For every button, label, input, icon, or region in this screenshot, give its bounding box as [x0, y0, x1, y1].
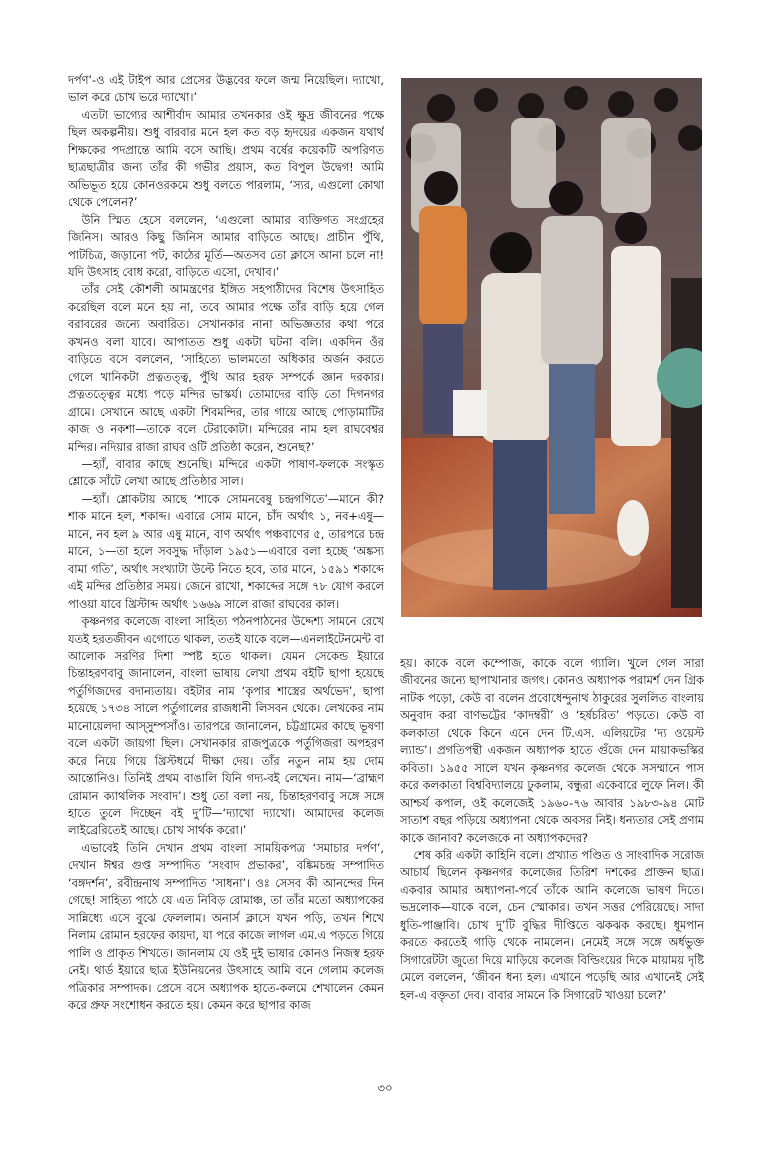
page-number: ৩০	[377, 1081, 393, 1095]
paragraph: তাঁর সেই কৌশলী আমন্ত্রণের ইঙ্গিত সহপাঠীদের বিশেষ উৎসাহিত করেছিল বলে মনে হয় না, তবে আমার পক্ষে তাঁর বাড়ি হয়ে গেল বরাবরের জন্যে অবারিত। সেখানকার নানা অভিজ্ঞতার কথা পরে কখনও বলা যাবে। আপাতত শুধু একটা ঘটনা বলি। একদিন ওঁর বাড়িতে বসে বললেন, ‘সাহিত্যে ভালমতো অধিকার অর্জন করতে গেলে খানিকটা প্রত্নতত্ত্ব, পুঁথি আর হরফ সম্পর্কে জ্ঞান দরকার। প্রত্নতত্ত্বের মধ্যে পড়ে মন্দির ভাস্কর্য। তোমাদের বাড়ি তো দিগনগর গ্রামে। সেখানে আছে একটা শিবমন্দির, তার গায়ে আছে পোড়ামাটির কাজ ও নকশা—তাকে বলে টেরাকোটা। মন্দিরের নাম হল রাঘবেশ্বর মন্দির। নদিয়ার রাজা রাঘব ওটি প্রতিষ্ঠা করেন, শুনেছ?’	[68, 283, 384, 454]
paragraph: —হ্যাঁ, বাবার কাছে শুনেছি। মন্দিরে একটা পাষাণ-ফলকে সংস্কৃত শ্লোকে সাঁটে লেখা আছে প্রতিষ্ঠার সাল।	[68, 457, 384, 489]
paragraph: দর্পণ’-ও এই টাইপ আর প্রেসের উদ্ভবের ফলে জন্ম নিয়েছিল। দ্যাখো, ভাল করে চোখ ভরে দ্যাখো।’	[68, 74, 384, 105]
left-text-column	[68, 72, 384, 1092]
right-text-column	[400, 655, 704, 1015]
paragraph: হয়। কাকে বলে কম্পোজ, কাকে বলে গ্যালি। খুলে গেল সারা জীবনের জন্যে ছাপাখানার জগৎ। কোনও অধ্যাপক পরামর্শ দেন গ্রিক নাটক পড়ো, কেউ বা বলেন প্রবোধেন্দুনাথ ঠাকুরের সুললিত বাংলায় অনুবাদ করা বাণভট্টের ‘কাদম্বরী’ ও ‘হর্ষচরিত’ পড়তে। কেউ বা কলকাতা থেকে কিনে এনে দেন টি.এস. এলিয়টের ‘দ্য ওয়েস্ট ল্যান্ড’। প্রগতিপন্থী একজন অধ্যাপক হাতে গুঁজে দেন মায়াকভস্কির কবিতা। ১৯৫৫ সালে যখন কৃষ্ণনগর কলেজ থেকে সসম্মানে পাস করে কলকাতা বিশ্ববিদ্যালয়ে ঢুকলাম, বন্ধুরা একেবারে লুফে নিল। কী আশ্চর্য কপাল, ওই কলেজেই ১৯৬০-৭৬ আবার ১৯৮৩-৯৪ মোট সাতাশ বছর পড়িয়ে অধ্যাপনা থেকে অবসর নিই। ধন্যতার সেই প্রণাম কাকে জানাব? কলেজকে না অধ্যাপকদের?	[400, 657, 704, 845]
paragraph: এভাবেই তিনি দেখান প্রথম বাংলা সাময়িকপত্র ‘সমাচার দর্পণ’, দেখান ঈশ্বর গুপ্ত সম্পাদিত ‘সংবাদ প্রভাকর’, বঙ্কিমচন্দ্র সম্পাদিত ‘বঙ্গদর্শন’, রবীন্দ্রনাথ সম্পাদিত ‘সাধনা’। ওঃ সেসব কী আনন্দের দিন গেছে! সাহিত্য পাঠে যে এত নিবিড় রোমাঞ্চ, তা তাঁর মতো অধ্যাপকের সান্নিধ্যে এসে বুঝে ফেললাম। অনার্স ক্লাসে যখন পড়ি, তখন শিখে নিলাম রোমান হরফের কায়দা, যা পরে কাজে লাগল এম.এ পড়তে গিয়ে পালি ও প্রাকৃত শিখতে। জানলাম যে ওই দুই ভাষার কোনও নিজস্ব হরফ নেই। থার্ড ইয়ারে ছাত্র ইউনিয়নের উৎসাহে আমি বনে গেলাম কলেজ পত্রিকার সম্পাদক। প্রেসে বসে অধ্যাপক হাতে-কলমে শেখালেন কেমন করে প্রুফ সংশোধন করতে হয়। কেমন করে ছাপার কাজ	[68, 841, 384, 1013]
paragraph: —হ্যাঁ। শ্লোকটায় আছে ‘শাকে সোমনবেষু চন্দ্রগণিতে’—মানে কী? শাক মানে হল, শকাব্দ। এবারে সোম মানে, চাঁদ অর্থাৎ ১, নব+এষু—মানে, নব হল ৯ আর এষু মানে, বাণ অর্থাৎ পঞ্চবাণের ৫, তারপরে চন্দ্র মানে, ১—তা হলে সবসুদ্ধ দাঁড়াল ১৯৫১—এবারে বলা হচ্ছে ‘অঙ্কস্য বামা গতি’, অর্থাৎ সংখ্যাটা উল্টে নিতে হবে, তার মানে, ১৫৯১ শকাব্দে এই মন্দির প্রতিষ্ঠার সময়। জেনে রাখো, শকাব্দের সঙ্গে ৭৮ যোগ করলে পাওয়া যাবে খ্রিস্টাব্দ অর্থাৎ ১৬৬৯ সালে রাজা রাঘবের কাল।	[68, 492, 384, 611]
crowd-photo	[401, 78, 702, 617]
paragraph: এতটা ভাগ্যের আশীর্বাদ আমার তখনকার ওই ক্ষুদ্র জীবনের পক্ষে ছিল অকল্পনীয়। শুধু বারবার মনে হল কত বড় হৃদয়ের একজন যথার্থ শিক্ষকের পদপ্রান্তে আমি বসে আছি। প্রথম বর্ষের কয়েকটি অপরিণত ছাত্রছাত্রীর জন্য তাঁর কী গভীর প্রয়াস, কত বিপুল উদ্বেগ! আমি অভিভূত হয়ে কোনওরকমে শুধু বলতে পারলাম, ‘স্যর, এগুলো কোথা থেকে পেলেন?’	[68, 108, 384, 210]
paragraph: উনি স্মিত হেসে বললেন, ‘এগুলো আমার ব্যক্তিগত সংগ্রহের জিনিস। আরও কিছু জিনিস আমার বাড়িতে আছে। প্রাচীন পুঁথি, পাটচিত্র, জড়ানো পট, কাঠের মূর্তি—অতসব তো ক্লাসে আনা চলে না! যদি উৎসাহ বোধ করো, বাড়িতে এসো, দেখাব।’	[68, 213, 384, 279]
paragraph: কৃষ্ণনগর কলেজে বাংলা সাহিত্য পঠনপাঠনের উদ্দেশ্য সামনে রেখে যতই হরতজীবন এগোতে থাকল, ততই যাকে বলে—এনলাইটেনমেন্ট বা আলোক সরণির দিশা স্পষ্ট হতে থাকল। যেমন সেকেন্ড ইয়ারে চিন্তাহরণবাবু জানালেন, বাংলা ভাষায় লেখা প্রথম বইটি ছাপা হয়েছে পর্তুগিজদের বদান্যতায়। বইটার নাম ‘কৃপার শাস্ত্রের অর্থভেদ’, ছাপা হয়েছে ১৭৩৪ সালে পর্তুগালের রাজধানী লিসবন থেকে। লেখকের নাম মানোয়েলদা আস্‌সুম্পসাঁও। তারপরে জানালেন, চট্টগ্রামের কাছে ভূষণা বলে একটা জায়গা ছিল। সেখানকার রাজপুত্রকে পর্তুগিজরা অপহরণ করে নিয়ে গিয়ে খ্রিস্টধর্মে দীক্ষা দেয়। তাঁর নতুন নাম হয় দোম আন্তোনিও। তিনিই প্রথম বাঙালি যিনি গদ্য-বই লেখেন। নাম—‘ব্রাহ্মণ রোমান ক্যাথলিক সংবাদ’। শুধু তো বলা নয়, চিন্তাহরণবাবু সঙ্গে সঙ্গে হাতে তুলে দিচ্ছেন বই দু’টি—‘দ্যাখো দ্যাখো। আমাদের কলেজ লাইব্রেরিতেই আছে। চোখ সার্থক করো।’	[68, 615, 384, 838]
paragraph: শেষ করি একটা কাহিনি বলে। প্রখ্যাত পণ্ডিত ও সাংবাদিক সরোজ আচার্য ছিলেন কৃষ্ণনগর কলেজের তিরিশ দশকের প্রাক্তন ছাত্র। একবার আমার অধ্যাপনা-পর্বে তাঁকে আনি কলেজে ভাষণ দিতে। ভদ্রলোক—যাকে বলে, চেন স্মোকার। তখন সত্তর পেরিয়েছে। সাদা ধুতি-পাঞ্জাবি। চোখ দু’টি বুদ্ধির দীপ্তিতে ঝকঝক করছে। ধূমপান করতে করতেই গাড়ি থেকে নামলেন। নেমেই সঙ্গে সঙ্গে অর্ধভুক্ত সিগারেটটা জুতো দিয়ে মাড়িয়ে কলেজ বিল্ডিংয়ের দিকে মায়াময় দৃষ্টি মেলে বললেন, ‘জীবন ধন্য হল। এখানে পড়েছি আর এখানেই সেই হল-এ বক্তৃতা দেব। বাবার সামনে কি সিগারেট খাওয়া চলে?’	[400, 848, 704, 1002]
crowd-photo-illustration	[401, 78, 702, 617]
